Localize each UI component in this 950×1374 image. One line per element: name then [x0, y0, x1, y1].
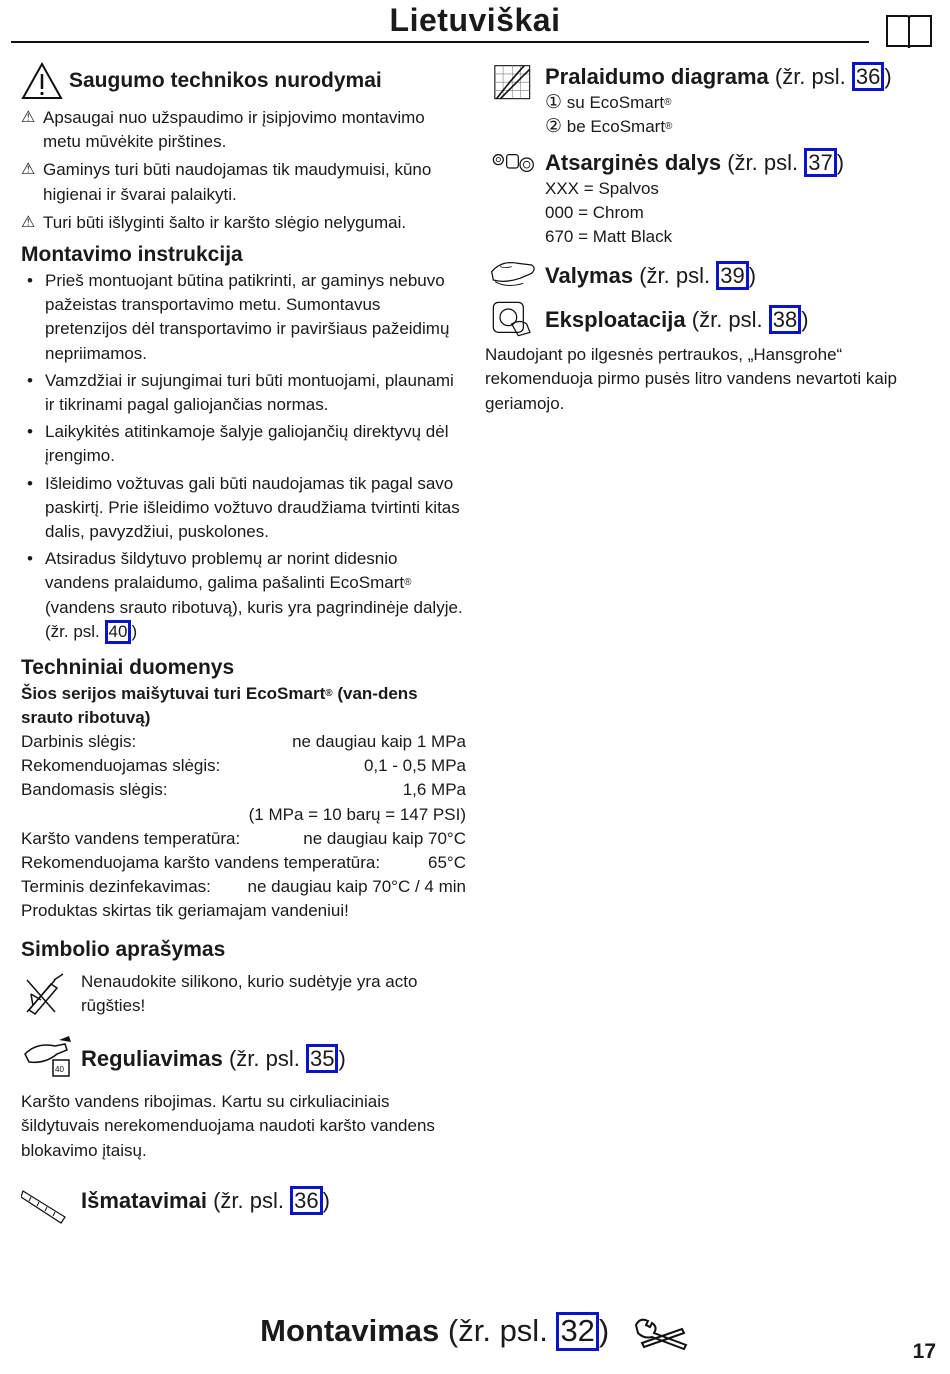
page-number: 17 [912, 1340, 936, 1363]
install-title: Montavimo instrukcija [21, 243, 243, 267]
wrench-icon [632, 1315, 690, 1351]
flow-item-2: ② be EcoSmart® [545, 116, 673, 138]
right-column [485, 62, 925, 416]
flow-item-1: ① su EcoSmart® [545, 92, 672, 114]
list-item: • Atsiradus šildytuvo problemų ar norint didesnio vandens pralaidumo, galima pašalinti EcoSmart® (vandens srauto ribotuvą), kuris yra pagrindinėje dalyje. (žr. psl. 40 ) [21, 547, 466, 644]
symbols-title: Simbolio aprašymas [21, 937, 226, 961]
silicone-gun-icon [21, 970, 81, 1018]
page-link-36-flow[interactable]: 36 [852, 62, 884, 91]
cleaning-hand-icon [485, 255, 545, 295]
page-title: Lietuviškai [389, 2, 561, 38]
page-link-40[interactable]: 40 [105, 620, 132, 644]
list-item: • Laikykitės atitinkamoje šalyje galiojančių direktyvų dėl įrengimo. [21, 420, 466, 468]
safety-title: Saugumo technikos nurodymai [69, 69, 382, 92]
page-link-37[interactable]: 37 [804, 148, 836, 177]
list-item: • Prieš montuojant būtina patikrinti, ar gaminys nebuvo pažeistas transportavimo metu. Sumontavus pretenzijos dėl transportavimo ir paviršiaus pažeidimų nepriimamos. [21, 269, 466, 366]
flow-diagram-icon [485, 62, 545, 106]
warning-icon: ⚠ [21, 161, 36, 179]
operation-hand-icon [485, 299, 545, 339]
safety-heading [21, 62, 466, 100]
spare-parts-icon [485, 148, 545, 188]
hand-adjust-icon [21, 1034, 81, 1082]
left-column [21, 62, 466, 1225]
regulation-heading: Reguliavimas (žr. psl. 35 ) [81, 1044, 466, 1073]
safety-item: ⚠ Gaminys turi būti naudojamas tik maudymuisi, kūno higienai ir švarai palaikyti. [21, 160, 432, 204]
warning-icon: ⚠ [21, 109, 36, 126]
tech-row: Rekomenduojamas slėgis: 0,1 - 0,5 MPa [21, 756, 466, 776]
safety-item: ⚠ Turi būti išlyginti šalto ir karšto slėgio nelygumai. [21, 211, 466, 235]
regulation-row [21, 1034, 466, 1082]
pressure-note: (1 MPa = 10 barų = 147 PSI) [248, 804, 466, 824]
tech-row: Rekomenduojama karšto vandens temperatūra: 65°C [21, 853, 466, 873]
tech-row: Bandomasis slėgis: 1,6 MPa [21, 780, 466, 800]
operation-text: Naudojant po ilgesnės pertraukos, „Hansgrohe“ rekomenduoja pirmo pusės litro vandens nevartoti kaip geriamojo. [485, 345, 898, 413]
list-item: • Išleidimo vožtuvas gali būti naudojamas tik pagal savo paskirtį. Prie išleidimo vožtuvo draudžiama tvirtinti kitas dalis, pavyzdžiui, puskolones. [21, 472, 466, 545]
cleaning-row [485, 255, 925, 295]
tech-row: Darbinis slėgis: ne daugiau kaip 1 MPa [21, 732, 466, 752]
ruler-icon [21, 1177, 81, 1225]
cleaning-heading: Valymas (žr. psl. 39 ) [545, 261, 925, 290]
page-link-35[interactable]: 35 [306, 1044, 338, 1073]
regulation-text: Karšto vandens ribojimas. Kartu su cirkuliaciniais šildytuvais nerekomenduojama naudoti karšto vandens blokavimo įtaisų. [21, 1092, 435, 1160]
warning-icon [21, 62, 63, 100]
operation-heading: Eksploatacija (žr. psl. 38 ) [545, 305, 925, 334]
spare-item: 670 = Matt Black [545, 227, 673, 246]
tech-row: Terminis dezinfekavimas: ne daugiau kaip 70°C / 4 min [21, 877, 466, 897]
page-link-38[interactable]: 38 [769, 305, 801, 334]
tech-subtitle: Šios serijos maišytuvai turi EcoSmart® (van-dens srauto ribotuvą) [21, 684, 418, 728]
spare-item: XXX = Spalvos [545, 178, 659, 198]
spare-item: 000 = Chrom [545, 202, 644, 222]
title-rule [11, 41, 869, 43]
install-list [21, 269, 466, 644]
silicone-symbol-row [21, 970, 466, 1018]
dimensions-heading: Išmatavimai (žr. psl. 36 ) [81, 1186, 466, 1215]
silicone-warning: Nenaudokite silikono, kurio sudėtyje yra acto rūgšties! [81, 971, 418, 1015]
list-item: • Vamzdžiai ir sujungimai turi būti montuojami, plaunami ir tikrinami pagal galiojančias normas. [21, 369, 466, 417]
flow-heading: Pralaidumo diagrama (žr. psl. 36 ) [545, 62, 925, 91]
operation-row [485, 299, 925, 339]
page-link-39[interactable]: 39 [716, 261, 748, 290]
spare-row [485, 148, 925, 250]
svg-text:40: 40 [55, 1065, 64, 1075]
book-icon [885, 12, 933, 50]
tech-row: Karšto vandens temperatūra: ne daugiau kaip 70°C [21, 828, 466, 848]
footer-heading: Montavimas (žr. psl. 32 ) [0, 1312, 950, 1351]
tech-title: Techniniai duomenys [21, 656, 235, 680]
warning-icon: ⚠ [21, 213, 36, 231]
flow-row [485, 62, 925, 140]
drinking-note: Produktas skirtas tik geriamajam vandeniui! [21, 901, 349, 921]
spare-heading: Atsarginės dalys (žr. psl. 37 ) [545, 148, 925, 177]
page-link-32[interactable]: 32 [556, 1312, 598, 1351]
safety-item: ⚠ Apsaugai nuo užspaudimo ir įsipjovimo montavimo metu mūvėkite pirštines. [21, 108, 425, 152]
page-link-36[interactable]: 36 [290, 1186, 322, 1215]
dimensions-row [21, 1177, 466, 1225]
